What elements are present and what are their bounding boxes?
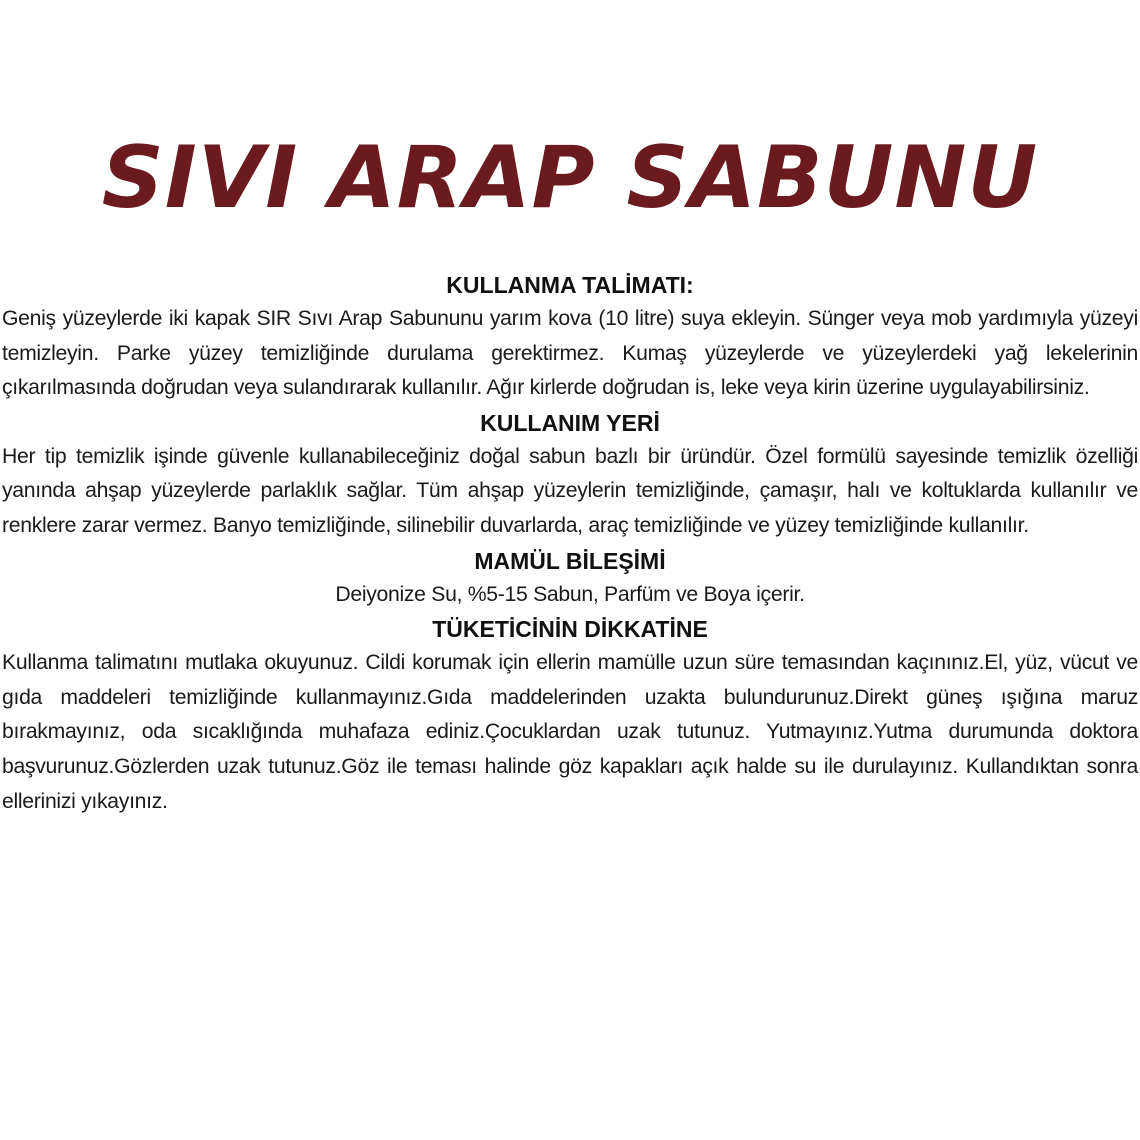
composition-text: Deiyonize Su, %5-15 Sabun, Parfüm ve Boya içerir.	[335, 582, 805, 606]
usage-instructions-text: Geniş yüzeylerde iki kapak SIR Sıvı Arap Sabununu yarım kova (10 litre) suya ekleyin. Sünger veya mob yardımıyla yüzeyi temizleyin. Parke yüzey temizliğinde durulama gerektirmez. Kumaş yüzeylerde ve yüzeylerdeki yağ lekelerinin çıkarılmasında doğrudan veya sulandırarak kullanılır. Ağır kirlerde doğrudan is, leke veya kirin üzerine uygulayabilirsiniz.	[2, 307, 1138, 400]
composition-heading: MAMÜL BİLEŞİMİ	[474, 547, 666, 574]
instructions-body	[2, 268, 1138, 819]
usage-instructions-heading: KULLANMA TALİMATI:	[446, 272, 694, 298]
usage-area-heading: KULLANIM YERİ	[480, 409, 660, 436]
consumer-warning-text: Kullanma talimatını mutlaka okuyunuz. Cildi korumak için ellerin mamülle uzun süre temasından kaçınınız.El, yüz, vücut ve gıda maddeleri temizliğinde kullanmayınız.Gıda maddelerinden uzakta bulundurunuz.Direkt güneş ışığına maruz bırakmayınız, oda sıcaklığında muhafaza ediniz.Çocuklardan uzak tutunuz. Yutmayınız.Yutma durumunda doktora başvurunuz.Gözlerden uzak tutunuz.Göz ile teması halinde göz kapakları açık halde su ile durulayınız. Kullandıktan sonra ellerinizi yıkayınız.	[2, 651, 1138, 813]
product-title: SIVI ARAP SABUNU	[101, 128, 1039, 228]
consumer-warning-heading: TÜKETİCİNİN DİKKATİNE	[432, 616, 708, 643]
usage-area-text: Her tip temizlik işinde güvenle kullanabileceğiniz doğal sabun bazlı bir üründür. Özel formülü sayesinde temizlik özelliği yanında ahşap yüzeylerde parlaklık sağlar. Tüm ahşap yüzeylerin temizliğinde, çamaşır, halı ve koltuklarda kullanılır ve renklere zarar vermez. Banyo temizliğinde, silinebilir duvarlarda, araç temizliğinde ve yüzey temizliğinde kullanılır.	[2, 444, 1138, 537]
